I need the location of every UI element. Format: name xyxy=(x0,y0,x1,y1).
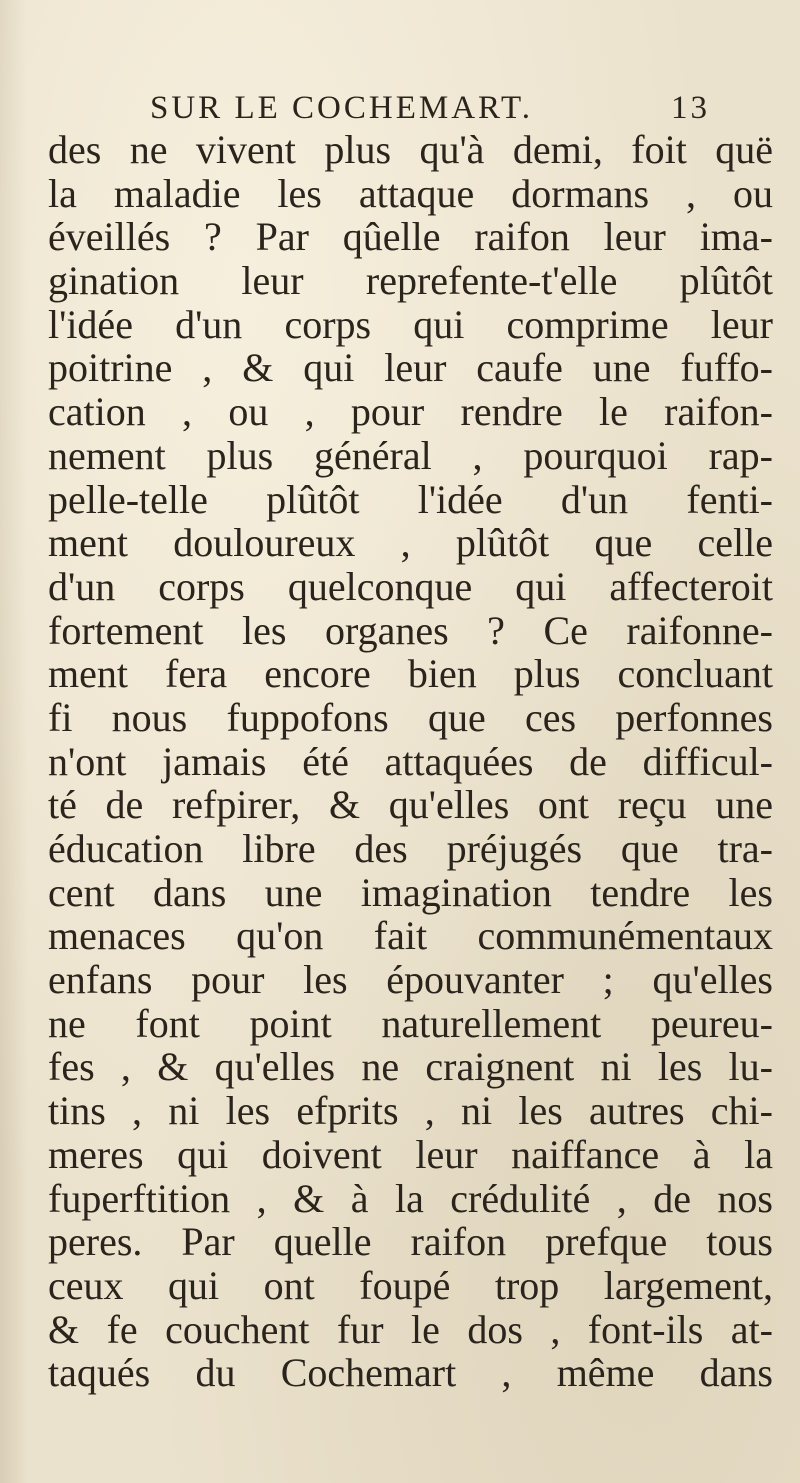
text-line: pelle-telle plûtôt l'idée d'un fenti- xyxy=(48,476,773,522)
text-line: fes , & qu'elles ne craignent ni les lu- xyxy=(48,1044,773,1090)
text-line: taqués du Cochemart , même dans xyxy=(48,1350,773,1396)
running-title: SUR LE COCHEMART. xyxy=(150,90,534,126)
text-line: l'idée d'un corps qui comprime leur xyxy=(48,301,773,347)
text-line: cation , ou , pour rendre le raifon- xyxy=(48,389,773,435)
text-line: ment douloureux , plûtôt que celle xyxy=(48,520,773,566)
text-line: & fe couchent fur le dos , font-ils at- xyxy=(48,1306,773,1352)
page-number: 13 xyxy=(671,90,710,126)
text-line: enfans pour les épouvanter ; qu'elles xyxy=(48,957,773,1003)
text-line: la maladie les attaque dormans , ou xyxy=(48,170,773,216)
text-line: éducation libre des préjugés que tra- xyxy=(48,826,773,871)
text-line: d'un corps quelconque qui affecteroit xyxy=(48,563,773,609)
text-line: poitrine , & qui leur caufe une fuffo- xyxy=(48,345,773,391)
text-line: meres qui doivent leur naiffance à la xyxy=(48,1131,773,1177)
text-line: ne font point naturellement peureu- xyxy=(48,1000,773,1046)
body-text xyxy=(48,128,773,1395)
text-line: peres. Par quelle raifon prefque tous xyxy=(48,1219,773,1265)
text-line: nement plus général , pourquoi rap- xyxy=(48,432,773,478)
text-line: des ne vivent plus qu'à demi, foit quë xyxy=(48,127,773,172)
text-line: fi nous fuppofons que ces perfonnes xyxy=(48,694,773,740)
text-line: menaces qu'on fait communémentaux xyxy=(48,913,773,959)
text-line: éveillés ? Par qûelle raifon leur ima- xyxy=(48,214,773,260)
text-line: fuperftition , & à la crédulité , de nos xyxy=(48,1175,773,1221)
text-line: n'ont jamais été attaquées de difficul- xyxy=(48,738,773,784)
text-line: fortement les organes ? Ce raifonne- xyxy=(48,607,773,653)
text-line: tins , ni les efprits , ni les autres chi- xyxy=(48,1088,773,1134)
text-line: gination leur reprefente-t'elle plûtôt xyxy=(48,258,773,304)
text-line: ceux qui ont foupé trop largement, xyxy=(48,1262,773,1308)
text-line: té de refpirer, & qu'elles ont reçu une xyxy=(48,782,773,828)
text-line: cent dans une imagination tendre les xyxy=(48,869,773,915)
text-line: ment fera encore bien plus concluant xyxy=(48,651,773,697)
